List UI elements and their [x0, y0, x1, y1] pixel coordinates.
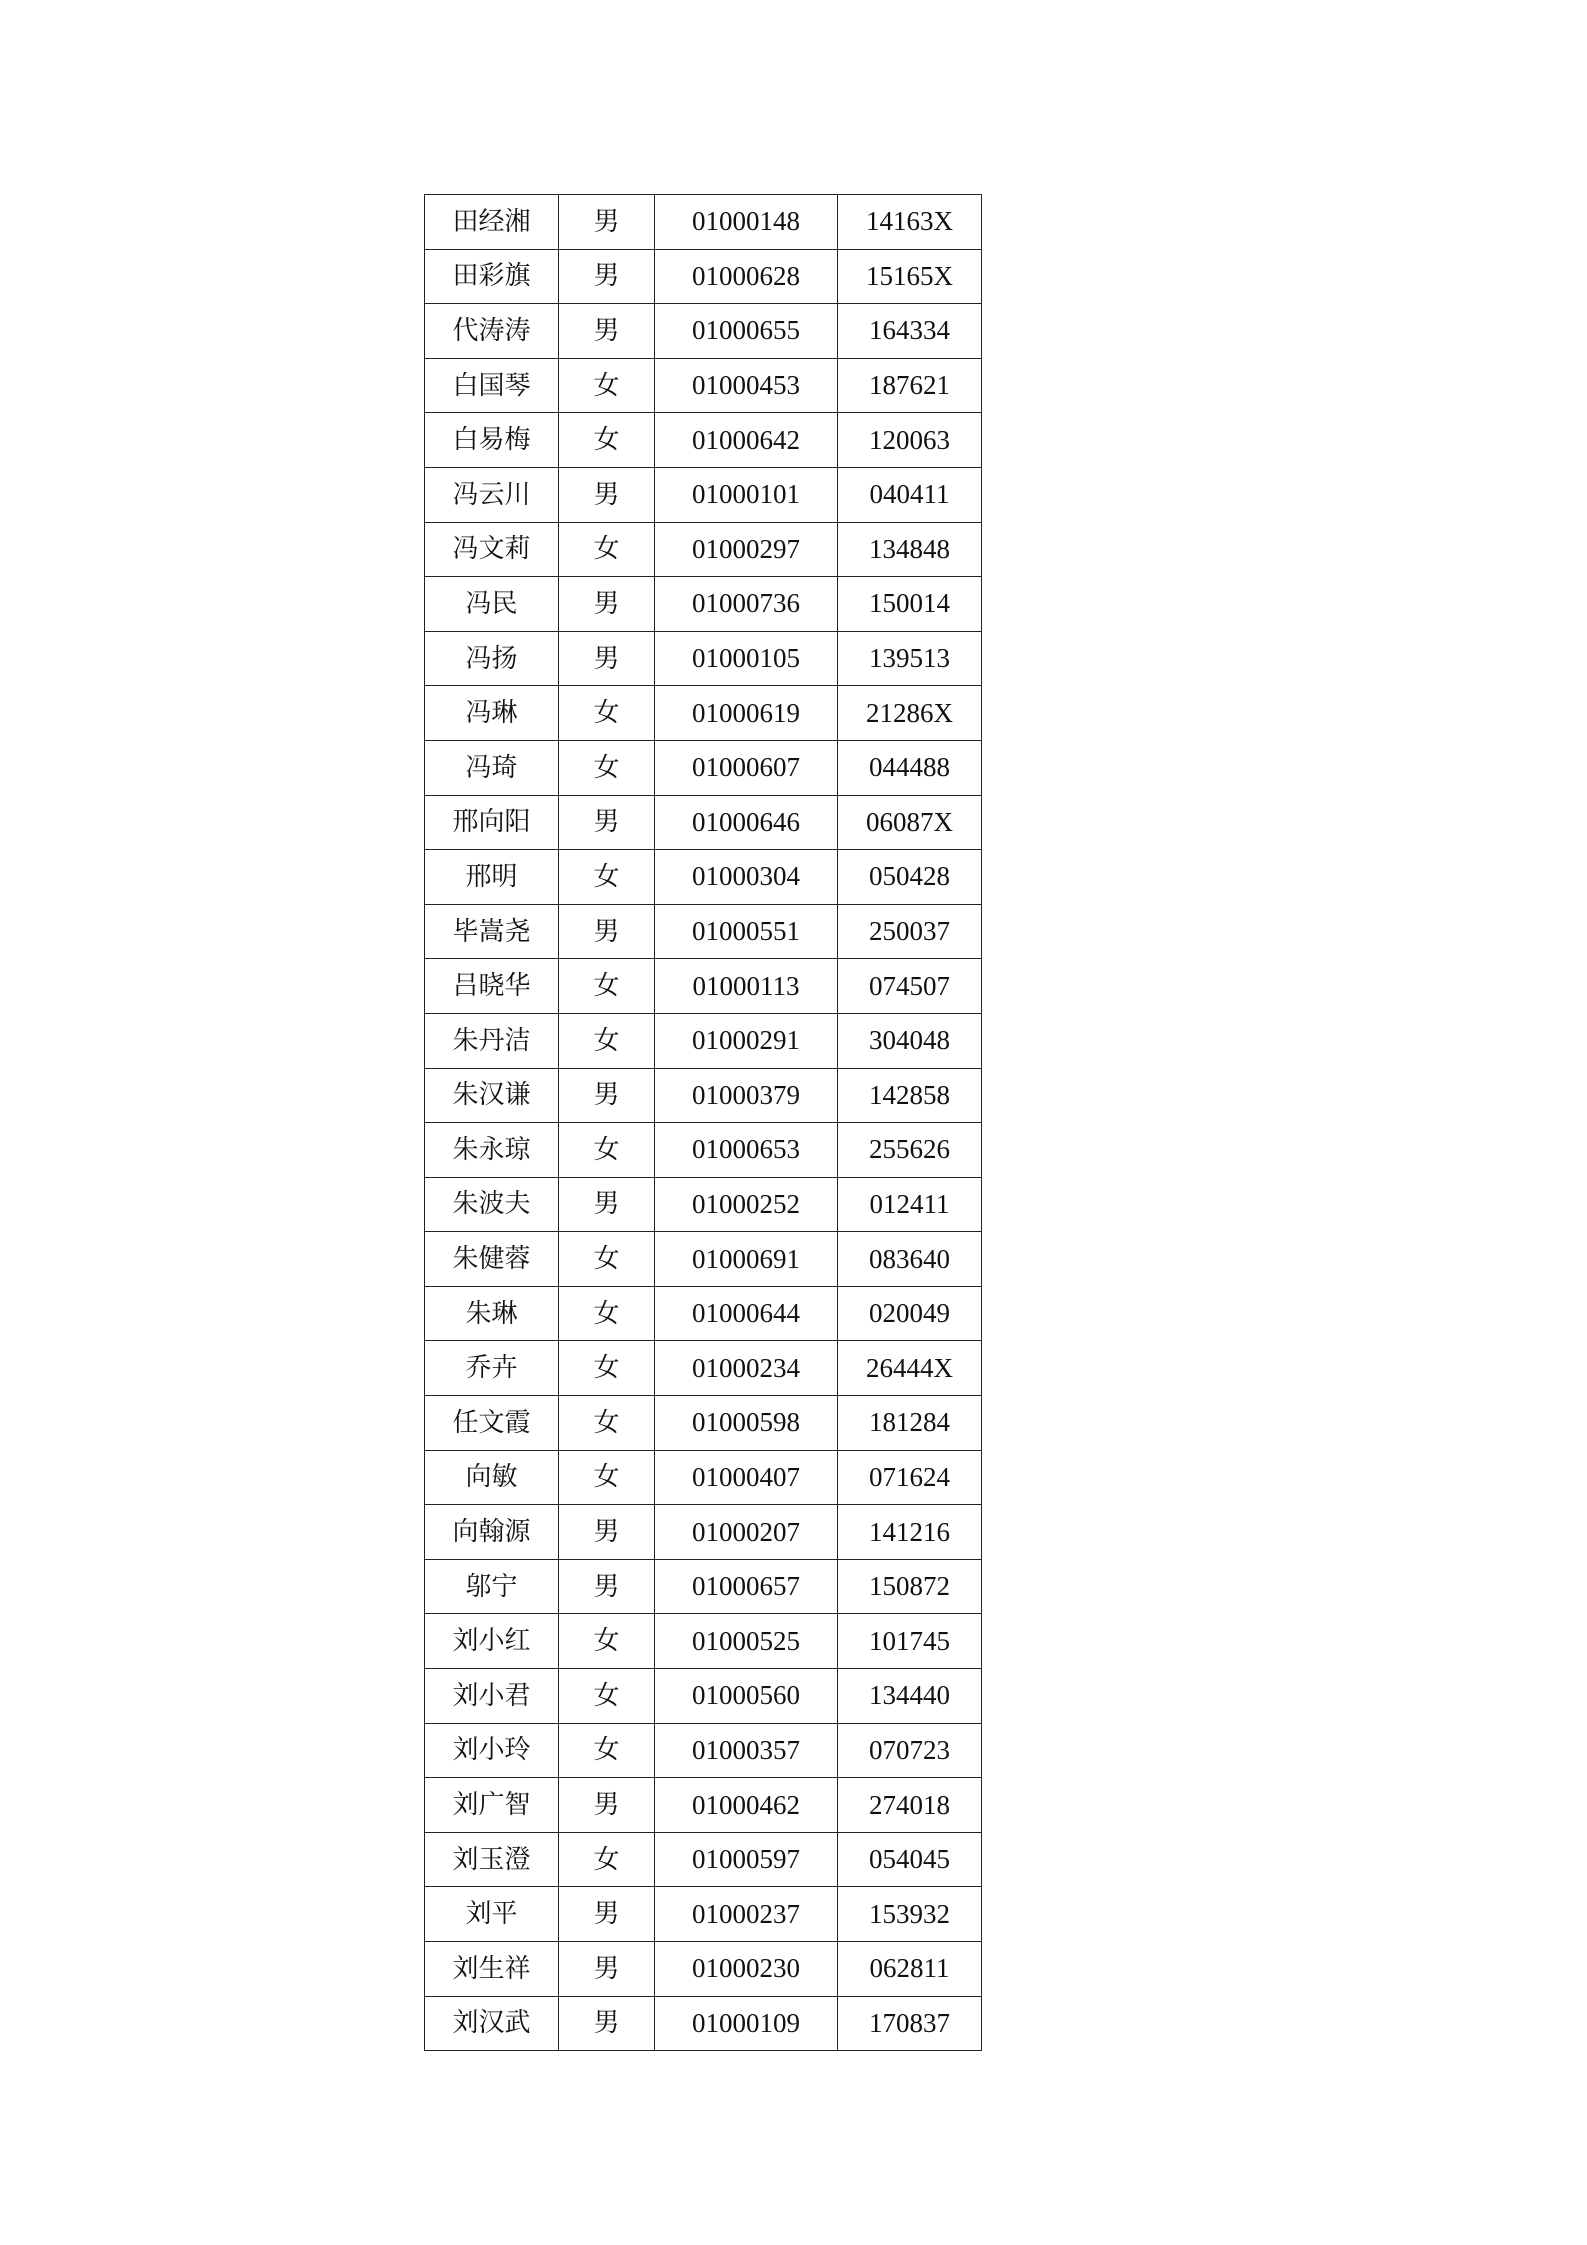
gender-cell: 男 — [559, 1778, 655, 1833]
name-cell: 田经湘 — [425, 195, 559, 250]
gender-cell: 女 — [559, 740, 655, 795]
name-cell: 冯文莉 — [425, 522, 559, 577]
gender-cell: 男 — [559, 1505, 655, 1560]
table-row — [425, 959, 982, 1014]
table-row — [425, 1669, 982, 1724]
table-row — [425, 1723, 982, 1778]
table-row — [425, 1942, 982, 1997]
certificate-suffix-cell: 274018 — [838, 1778, 982, 1833]
gender-cell: 女 — [559, 1614, 655, 1669]
id-number-cell: 01000304 — [655, 850, 838, 905]
certificate-suffix-cell: 150872 — [838, 1559, 982, 1614]
table-row — [425, 1450, 982, 1505]
name-cell: 冯琦 — [425, 740, 559, 795]
gender-cell: 男 — [559, 1996, 655, 2051]
id-number-cell: 01000628 — [655, 249, 838, 304]
name-cell: 毕嵩尧 — [425, 904, 559, 959]
certificate-suffix-cell: 304048 — [838, 1013, 982, 1068]
gender-cell: 男 — [559, 467, 655, 522]
table-row — [425, 1559, 982, 1614]
id-number-cell: 01000207 — [655, 1505, 838, 1560]
table-row — [425, 795, 982, 850]
name-cell: 朱永琼 — [425, 1123, 559, 1178]
id-number-cell: 01000657 — [655, 1559, 838, 1614]
id-number-cell: 01000234 — [655, 1341, 838, 1396]
name-cell: 朱汉谦 — [425, 1068, 559, 1123]
certificate-suffix-cell: 142858 — [838, 1068, 982, 1123]
name-cell: 刘小玲 — [425, 1723, 559, 1778]
table-row — [425, 195, 982, 250]
name-cell: 刘平 — [425, 1887, 559, 1942]
certificate-suffix-cell: 054045 — [838, 1832, 982, 1887]
gender-cell: 男 — [559, 1559, 655, 1614]
name-cell: 刘汉武 — [425, 1996, 559, 2051]
gender-cell: 女 — [559, 1013, 655, 1068]
id-number-cell: 01000113 — [655, 959, 838, 1014]
certificate-suffix-cell: 139513 — [838, 631, 982, 686]
id-number-cell: 01000101 — [655, 467, 838, 522]
certificate-suffix-cell: 164334 — [838, 304, 982, 359]
certificate-suffix-cell: 071624 — [838, 1450, 982, 1505]
id-number-cell: 01000560 — [655, 1669, 838, 1724]
name-cell: 朱琳 — [425, 1286, 559, 1341]
id-number-cell: 01000462 — [655, 1778, 838, 1833]
table-row — [425, 1013, 982, 1068]
certificate-suffix-cell: 170837 — [838, 1996, 982, 2051]
certificate-suffix-cell: 153932 — [838, 1887, 982, 1942]
table-row — [425, 413, 982, 468]
gender-cell: 女 — [559, 1669, 655, 1724]
id-number-cell: 01000297 — [655, 522, 838, 577]
table-row — [425, 1177, 982, 1232]
id-number-cell: 01000607 — [655, 740, 838, 795]
table-row — [425, 1996, 982, 2051]
gender-cell: 男 — [559, 631, 655, 686]
certificate-suffix-cell: 020049 — [838, 1286, 982, 1341]
name-cell: 向敏 — [425, 1450, 559, 1505]
name-cell: 向翰源 — [425, 1505, 559, 1560]
table-row — [425, 304, 982, 359]
certificate-suffix-cell: 187621 — [838, 358, 982, 413]
certificate-suffix-cell: 150014 — [838, 577, 982, 632]
id-number-cell: 01000105 — [655, 631, 838, 686]
gender-cell: 男 — [559, 1177, 655, 1232]
certificate-suffix-cell: 074507 — [838, 959, 982, 1014]
id-number-cell: 01000357 — [655, 1723, 838, 1778]
id-number-cell: 01000619 — [655, 686, 838, 741]
name-cell: 冯琳 — [425, 686, 559, 741]
table-row — [425, 1832, 982, 1887]
gender-cell: 女 — [559, 686, 655, 741]
table-row — [425, 1286, 982, 1341]
table-row — [425, 686, 982, 741]
name-cell: 冯扬 — [425, 631, 559, 686]
name-cell: 任文霞 — [425, 1396, 559, 1451]
certificate-suffix-cell: 14163X — [838, 195, 982, 250]
certificate-suffix-cell: 21286X — [838, 686, 982, 741]
name-cell: 刘生祥 — [425, 1942, 559, 1997]
table-row — [425, 1614, 982, 1669]
id-number-cell: 01000644 — [655, 1286, 838, 1341]
gender-cell: 女 — [559, 1723, 655, 1778]
gender-cell: 女 — [559, 1396, 655, 1451]
id-number-cell: 01000551 — [655, 904, 838, 959]
gender-cell: 女 — [559, 959, 655, 1014]
certificate-suffix-cell: 062811 — [838, 1942, 982, 1997]
certificate-suffix-cell: 255626 — [838, 1123, 982, 1178]
gender-cell: 女 — [559, 358, 655, 413]
id-number-cell: 01000379 — [655, 1068, 838, 1123]
table-row — [425, 850, 982, 905]
name-cell: 刘小红 — [425, 1614, 559, 1669]
table-row — [425, 522, 982, 577]
table-row — [425, 1123, 982, 1178]
table-row — [425, 1068, 982, 1123]
certificate-suffix-cell: 083640 — [838, 1232, 982, 1287]
name-cell: 邬宁 — [425, 1559, 559, 1614]
table-row — [425, 1341, 982, 1396]
certificate-suffix-cell: 134440 — [838, 1669, 982, 1724]
name-cell: 朱健蓉 — [425, 1232, 559, 1287]
name-cell: 吕晓华 — [425, 959, 559, 1014]
table-row — [425, 631, 982, 686]
table-row — [425, 577, 982, 632]
id-number-cell: 01000597 — [655, 1832, 838, 1887]
roster-table — [424, 194, 982, 2051]
id-number-cell: 01000291 — [655, 1013, 838, 1068]
certificate-suffix-cell: 181284 — [838, 1396, 982, 1451]
id-number-cell: 01000252 — [655, 1177, 838, 1232]
table-row — [425, 358, 982, 413]
id-number-cell: 01000407 — [655, 1450, 838, 1505]
gender-cell: 女 — [559, 850, 655, 905]
id-number-cell: 01000525 — [655, 1614, 838, 1669]
name-cell: 冯云川 — [425, 467, 559, 522]
id-number-cell: 01000237 — [655, 1887, 838, 1942]
roster-table-body — [425, 195, 982, 2051]
gender-cell: 男 — [559, 795, 655, 850]
gender-cell: 女 — [559, 1123, 655, 1178]
id-number-cell: 01000109 — [655, 1996, 838, 2051]
certificate-suffix-cell: 050428 — [838, 850, 982, 905]
id-number-cell: 01000736 — [655, 577, 838, 632]
table-row — [425, 1778, 982, 1833]
id-number-cell: 01000655 — [655, 304, 838, 359]
name-cell: 朱丹洁 — [425, 1013, 559, 1068]
id-number-cell: 01000148 — [655, 195, 838, 250]
id-number-cell: 01000653 — [655, 1123, 838, 1178]
id-number-cell: 01000230 — [655, 1942, 838, 1997]
gender-cell: 男 — [559, 577, 655, 632]
gender-cell: 男 — [559, 1942, 655, 1997]
table-row — [425, 904, 982, 959]
gender-cell: 男 — [559, 1887, 655, 1942]
gender-cell: 女 — [559, 1232, 655, 1287]
name-cell: 刘小君 — [425, 1669, 559, 1724]
id-number-cell: 01000598 — [655, 1396, 838, 1451]
name-cell: 白易梅 — [425, 413, 559, 468]
id-number-cell: 01000453 — [655, 358, 838, 413]
gender-cell: 男 — [559, 904, 655, 959]
gender-cell: 女 — [559, 1286, 655, 1341]
name-cell: 刘玉澄 — [425, 1832, 559, 1887]
table-row — [425, 1232, 982, 1287]
name-cell: 代涛涛 — [425, 304, 559, 359]
certificate-suffix-cell: 250037 — [838, 904, 982, 959]
gender-cell: 女 — [559, 1450, 655, 1505]
gender-cell: 男 — [559, 249, 655, 304]
name-cell: 冯民 — [425, 577, 559, 632]
name-cell: 乔卉 — [425, 1341, 559, 1396]
gender-cell: 女 — [559, 1832, 655, 1887]
table-row — [425, 467, 982, 522]
table-row — [425, 1887, 982, 1942]
name-cell: 朱波夫 — [425, 1177, 559, 1232]
gender-cell: 女 — [559, 522, 655, 577]
name-cell: 刘广智 — [425, 1778, 559, 1833]
certificate-suffix-cell: 15165X — [838, 249, 982, 304]
gender-cell: 女 — [559, 1341, 655, 1396]
certificate-suffix-cell: 101745 — [838, 1614, 982, 1669]
certificate-suffix-cell: 040411 — [838, 467, 982, 522]
gender-cell: 女 — [559, 413, 655, 468]
table-row — [425, 1505, 982, 1560]
certificate-suffix-cell: 141216 — [838, 1505, 982, 1560]
certificate-suffix-cell: 070723 — [838, 1723, 982, 1778]
gender-cell: 男 — [559, 195, 655, 250]
table-row — [425, 740, 982, 795]
id-number-cell: 01000642 — [655, 413, 838, 468]
certificate-suffix-cell: 06087X — [838, 795, 982, 850]
id-number-cell: 01000691 — [655, 1232, 838, 1287]
name-cell: 邢明 — [425, 850, 559, 905]
gender-cell: 男 — [559, 304, 655, 359]
gender-cell: 男 — [559, 1068, 655, 1123]
certificate-suffix-cell: 044488 — [838, 740, 982, 795]
name-cell: 邢向阳 — [425, 795, 559, 850]
id-number-cell: 01000646 — [655, 795, 838, 850]
table-row — [425, 249, 982, 304]
name-cell: 田彩旗 — [425, 249, 559, 304]
certificate-suffix-cell: 134848 — [838, 522, 982, 577]
certificate-suffix-cell: 012411 — [838, 1177, 982, 1232]
certificate-suffix-cell: 120063 — [838, 413, 982, 468]
certificate-suffix-cell: 26444X — [838, 1341, 982, 1396]
table-row — [425, 1396, 982, 1451]
name-cell: 白国琴 — [425, 358, 559, 413]
